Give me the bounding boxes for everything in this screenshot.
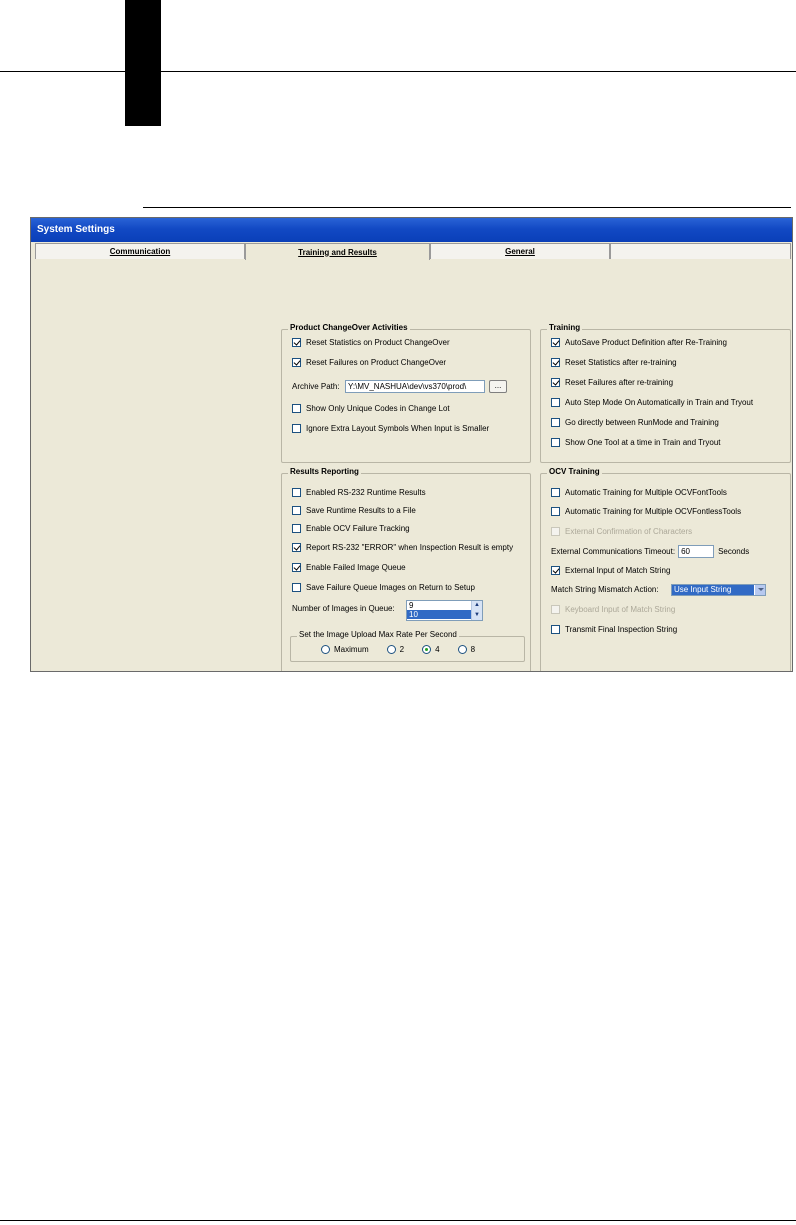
results-row[interactable]	[292, 506, 416, 515]
ocv-group-title: OCV Training	[549, 467, 600, 476]
tab-strip	[35, 243, 791, 259]
rate-option-label: Maximum	[334, 645, 369, 654]
unique-codes-row[interactable]	[292, 404, 450, 413]
rate-option-4[interactable]	[422, 645, 439, 654]
rate-group	[290, 630, 525, 662]
results-row[interactable]	[292, 488, 426, 497]
auto-fontless-row[interactable]	[551, 507, 741, 516]
spin-up-icon[interactable]: ▲	[474, 602, 480, 608]
archive-path-row	[292, 380, 507, 393]
system-settings-window	[30, 217, 793, 672]
timeout-input[interactable]: 60	[678, 545, 714, 558]
top-rule	[0, 71, 796, 72]
results-group	[281, 467, 531, 672]
ignore-extra-label: Ignore Extra Layout Symbols When Input is Smaller	[306, 424, 490, 433]
timeout-unit: Seconds	[718, 547, 750, 556]
training-row[interactable]	[551, 438, 721, 447]
queue-option-selected: 10	[407, 610, 482, 619]
queue-spin-arrows	[471, 601, 482, 620]
training-checkbox[interactable]	[551, 398, 560, 407]
queue-label: Number of Images in Queue:	[292, 604, 395, 613]
changeover-group	[281, 323, 531, 463]
results-checkbox[interactable]	[292, 563, 301, 572]
training-checkbox[interactable]	[551, 418, 560, 427]
reset-failures-label: Reset Failures on Product ChangeOver	[306, 358, 447, 367]
ext-match-label: External Input of Match String	[565, 566, 671, 575]
results-row[interactable]	[292, 583, 475, 592]
results-label: Enabled RS-232 Runtime Results	[306, 488, 426, 497]
mismatch-value: Use Input String	[674, 585, 732, 594]
training-row[interactable]	[551, 358, 677, 367]
radio-selected-icon[interactable]	[422, 645, 431, 654]
tab-general[interactable]: General	[430, 243, 610, 259]
ocv-group	[540, 467, 791, 672]
tab-blank[interactable]	[610, 243, 791, 259]
page-tab-marker	[125, 0, 161, 126]
ext-confirm-checkbox[interactable]	[551, 527, 560, 536]
auto-font-label: Automatic Training for Multiple OCVFontTools	[565, 488, 727, 497]
results-checkbox[interactable]	[292, 543, 301, 552]
rate-option-label: 2	[399, 645, 405, 654]
spin-down-icon[interactable]: ▼	[474, 611, 480, 618]
training-group	[540, 323, 791, 463]
training-checkbox[interactable]	[551, 338, 560, 347]
section-rule	[143, 207, 791, 208]
rate-option-2[interactable]	[387, 645, 404, 654]
queue-spinner[interactable]	[406, 600, 483, 621]
timeout-row	[551, 545, 749, 558]
keyboard-input-row[interactable]	[551, 605, 675, 614]
training-row[interactable]	[551, 338, 727, 347]
results-checkbox[interactable]	[292, 488, 301, 497]
rate-option-8[interactable]	[458, 645, 475, 654]
training-row[interactable]	[551, 378, 673, 387]
results-label: Report RS-232 "ERROR" when Inspection Result is empty	[306, 543, 514, 552]
results-row[interactable]	[292, 563, 406, 572]
training-label: AutoSave Product Definition after Re-Training	[565, 338, 728, 347]
reset-failures-checkbox[interactable]	[292, 358, 301, 367]
changeover-group-title: Product ChangeOver Activities	[290, 323, 408, 332]
transmit-label: Transmit Final Inspection String	[565, 625, 678, 634]
mismatch-select[interactable]	[671, 584, 766, 596]
training-label: Go directly between RunMode and Training	[565, 418, 719, 427]
chevron-down-icon[interactable]	[754, 585, 765, 595]
bottom-rule	[0, 1220, 796, 1221]
radio-icon[interactable]	[387, 645, 396, 654]
results-label: Enable Failed Image Queue	[306, 563, 406, 572]
results-group-title: Results Reporting	[290, 467, 359, 476]
results-row[interactable]	[292, 524, 410, 533]
rate-option-label: 8	[470, 645, 476, 654]
archive-path-input[interactable]: Y:\MV_NASHUA\dev\vs370\prod\	[345, 380, 485, 393]
unique-codes-checkbox[interactable]	[292, 404, 301, 413]
results-row[interactable]	[292, 543, 513, 552]
timeout-label: External Communications Timeout:	[551, 547, 676, 556]
tab-training-and-results[interactable]: Training and Results	[245, 243, 430, 260]
ext-confirm-label: External Confirmation of Characters	[565, 527, 693, 536]
training-row[interactable]	[551, 398, 753, 407]
training-label: Show One Tool at a time in Train and Tryout	[565, 438, 721, 447]
ignore-extra-checkbox[interactable]	[292, 424, 301, 433]
rate-option-maximum[interactable]	[321, 645, 369, 654]
training-label: Reset Statistics after re-training	[565, 358, 677, 367]
window-title: System Settings	[31, 218, 792, 242]
queue-option: 9	[409, 601, 414, 610]
ext-match-row[interactable]	[551, 566, 670, 575]
browse-button[interactable]: ...	[489, 380, 507, 393]
results-label: Save Runtime Results to a File	[306, 506, 416, 515]
rate-group-title: Set the Image Upload Max Rate Per Second	[299, 630, 457, 639]
training-row[interactable]	[551, 418, 719, 427]
results-label: Save Failure Queue Images on Return to Setup	[306, 583, 475, 592]
training-checkbox[interactable]	[551, 438, 560, 447]
unique-codes-label: Show Only Unique Codes in Change Lot	[306, 404, 450, 413]
auto-fontless-label: Automatic Training for Multiple OCVFontlessTools	[565, 507, 742, 516]
reset-failures-row[interactable]	[292, 358, 446, 367]
radio-icon[interactable]	[321, 645, 330, 654]
radio-icon[interactable]	[458, 645, 467, 654]
mismatch-row	[551, 585, 659, 594]
training-label: Auto Step Mode On Automatically in Train and Tryout	[565, 398, 754, 407]
reset-stats-checkbox[interactable]	[292, 338, 301, 347]
auto-font-row[interactable]	[551, 488, 727, 497]
reset-stats-label: Reset Statistics on Product ChangeOver	[306, 338, 450, 347]
rate-options	[321, 645, 493, 654]
ignore-extra-row[interactable]	[292, 424, 489, 433]
training-group-title: Training	[549, 323, 581, 332]
archive-path-label: Archive Path:	[292, 382, 340, 391]
queue-row	[292, 604, 395, 613]
auto-font-checkbox[interactable]	[551, 488, 560, 497]
mismatch-label: Match String Mismatch Action:	[551, 585, 659, 594]
results-checkbox[interactable]	[292, 583, 301, 592]
training-label: Reset Failures after re-training	[565, 378, 674, 387]
ext-confirm-row[interactable]	[551, 527, 692, 536]
results-checkbox[interactable]	[292, 524, 301, 533]
tab-communication[interactable]: Communication	[35, 243, 245, 259]
transmit-row[interactable]	[551, 625, 677, 634]
training-checkbox[interactable]	[551, 378, 560, 387]
ext-match-checkbox[interactable]	[551, 566, 560, 575]
transmit-checkbox[interactable]	[551, 625, 560, 634]
training-checkbox[interactable]	[551, 358, 560, 367]
auto-fontless-checkbox[interactable]	[551, 507, 560, 516]
results-checkbox[interactable]	[292, 506, 301, 515]
rate-option-label: 4	[435, 645, 440, 654]
keyboard-input-label: Keyboard Input of Match String	[565, 605, 676, 614]
results-label: Enable OCV Failure Tracking	[306, 524, 410, 533]
reset-stats-row[interactable]	[292, 338, 450, 347]
keyboard-input-checkbox[interactable]	[551, 605, 560, 614]
